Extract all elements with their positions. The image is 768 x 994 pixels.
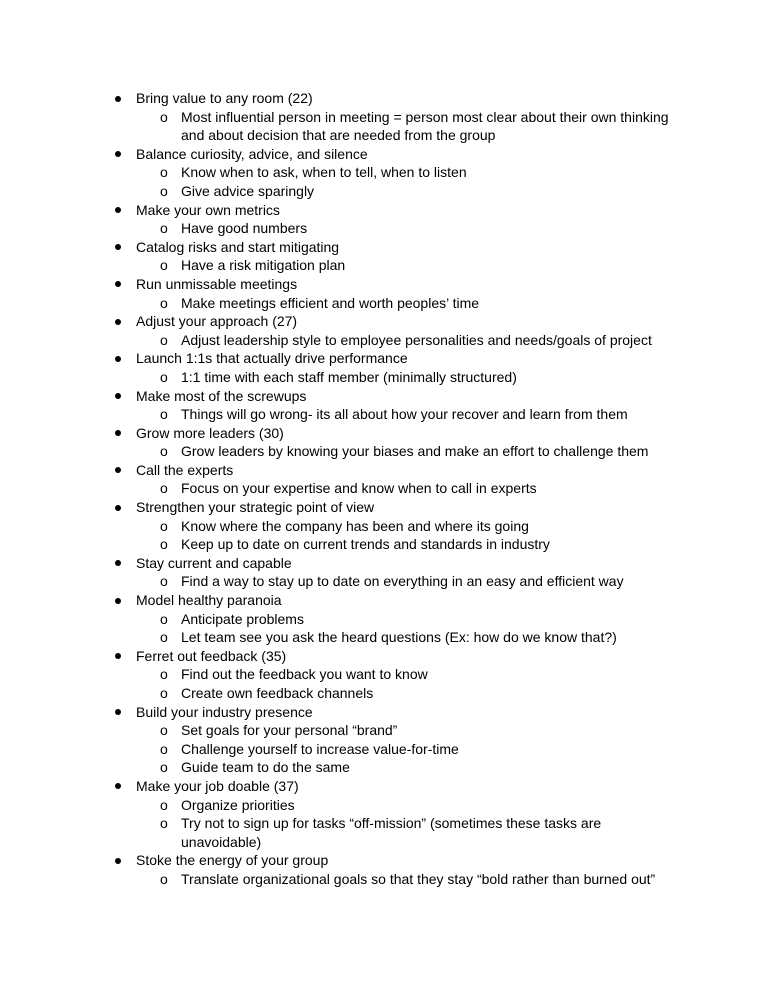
circle-bullet-icon: o (160, 108, 168, 125)
bullet-icon (115, 430, 121, 436)
list-item (0, 461, 676, 480)
circle-bullet-icon: o (160, 796, 168, 813)
circle-bullet-icon: o (160, 685, 168, 701)
list-item-text: Bring value to any room (22) (136, 90, 313, 106)
sub-list-item (0, 796, 681, 815)
circle-bullet-icon: o (160, 610, 168, 627)
circle-bullet-icon: o (160, 666, 168, 683)
list-item (0, 424, 676, 443)
sub-list-item (0, 108, 681, 145)
bullet-icon (115, 281, 121, 287)
sub-list-item-text: Organize priorities (181, 796, 295, 813)
bullet-icon (115, 560, 121, 566)
circle-bullet-icon: o (160, 573, 168, 590)
circle-bullet-icon: o (160, 722, 168, 739)
list-item-text: Make most of the screwups (136, 387, 307, 404)
sub-list-item-text: Know where the company has been and where its going (181, 517, 529, 534)
sub-list-item-text: Make meetings efficient and worth peoples’ time (181, 294, 480, 311)
sub-list-item-text: Try not to sign up for tasks “off-mission” (sometimes these tasks are unavoidable) (181, 815, 602, 850)
bullet-icon (115, 653, 121, 659)
sub-list-item-text: Find out the feedback you want to know (181, 666, 428, 683)
list-item-text: Catalog risks and start mitigating (136, 238, 340, 255)
circle-bullet-icon: o (160, 406, 168, 423)
circle-bullet-icon: o (160, 331, 168, 348)
bullet-icon (115, 96, 121, 102)
sub-list-item (0, 535, 681, 554)
circle-bullet-icon: o (160, 536, 168, 553)
sub-list-item (0, 219, 681, 238)
sub-list-item (0, 610, 681, 629)
sub-list-item (0, 684, 681, 703)
sub-list-item (0, 405, 681, 424)
sub-list-item (0, 368, 681, 387)
sub-list-item (0, 182, 681, 201)
list-item (0, 647, 676, 666)
list-item (0, 703, 676, 722)
bullet-icon (115, 393, 121, 399)
sub-list-item-text: Create own feedback channels (181, 685, 374, 701)
bullet-icon (115, 319, 121, 325)
list-item (0, 591, 676, 610)
list-item-text: Make your own metrics (136, 201, 280, 218)
sub-list-item-text: Focus on your expertise and know when to call in experts (181, 480, 537, 497)
circle-bullet-icon: o (160, 517, 168, 534)
sub-list-item-text: Anticipate problems (181, 610, 304, 627)
circle-bullet-icon: o (160, 870, 168, 887)
circle-bullet-icon: o (160, 257, 168, 274)
bullet-icon (115, 858, 121, 864)
sub-list-item-text: Know when to ask, when to tell, when to listen (181, 164, 467, 181)
list-item (0, 312, 676, 331)
bullet-icon (115, 356, 121, 362)
circle-bullet-icon: o (160, 480, 168, 497)
sub-list-item (0, 517, 681, 536)
sub-list-item (0, 442, 681, 461)
circle-bullet-icon: o (160, 443, 168, 460)
bullet-icon (115, 244, 121, 250)
sub-list-item-text: Things will go wrong- its all about how your recover and learn from them (181, 406, 628, 423)
list-item-text: Adjust your approach (27) (136, 313, 298, 330)
list-item (0, 89, 676, 108)
sub-list-item (0, 479, 681, 498)
sub-list-item-text: Have a risk mitigation plan (181, 257, 346, 274)
sub-list-item-text: Let team see you ask the heard questions (Ex: how do we know that?) (181, 629, 617, 646)
list-item-text: Stoke the energy of your group (136, 852, 329, 869)
sub-list-item-text: Most influential person in meeting = person most clear about their own thinking and about decision that are needed from the group (181, 108, 669, 144)
circle-bullet-icon: o (160, 164, 168, 181)
bullet-icon (115, 467, 121, 473)
list-item-text: Build your industry presence (136, 703, 313, 720)
sub-list-item-text: Set goals for your personal “brand” (181, 722, 398, 739)
circle-bullet-icon: o (160, 759, 168, 776)
circle-bullet-icon: o (160, 182, 168, 199)
sub-list-item (0, 628, 681, 647)
sub-list-item-text: 1:1 time with each staff member (minimally structured) (181, 368, 517, 385)
sub-list-item (0, 870, 681, 889)
sub-list-item (0, 256, 681, 275)
sub-list-item-text: Translate organizational goals so that they stay “bold rather than burned out” (181, 870, 656, 887)
list-item (0, 777, 676, 796)
sub-list-item (0, 294, 681, 313)
sub-list-item (0, 758, 681, 777)
list-item-text: Ferret out feedback (35) (136, 647, 287, 664)
list-item (0, 275, 676, 294)
bullet-icon (115, 598, 121, 604)
sub-list-item-text: Grow leaders by knowing your biases and make an effort to challenge them (181, 443, 649, 460)
sub-list-item-text: Give advice sparingly (181, 182, 315, 199)
bullet-list (0, 89, 768, 889)
bullet-icon (115, 151, 121, 157)
list-item (0, 201, 676, 220)
sub-list-item-text: Adjust leadership style to employee personalities and needs/goals of project (181, 331, 652, 348)
sub-list-item (0, 740, 681, 759)
bullet-icon (115, 709, 121, 715)
list-item-text: Make your job doable (37) (136, 777, 299, 794)
circle-bullet-icon: o (160, 294, 168, 311)
sub-list-item (0, 331, 681, 350)
sub-list-item (0, 665, 681, 684)
circle-bullet-icon: o (160, 740, 168, 757)
circle-bullet-icon: o (160, 629, 168, 646)
sub-list-item-text: Challenge yourself to increase value-for-time (181, 740, 459, 757)
sub-list-item (0, 814, 681, 851)
bullet-icon (115, 783, 121, 789)
list-item-text: Strengthen your strategic point of view (136, 499, 375, 516)
sub-list-item-text: Guide team to do the same (181, 759, 350, 776)
list-item (0, 349, 676, 368)
list-item-text: Call the experts (136, 461, 234, 478)
circle-bullet-icon: o (160, 815, 168, 832)
sub-list-item-text: Keep up to date on current trends and standards in industry (181, 536, 550, 553)
list-item (0, 851, 676, 870)
sub-list-item-text: Find a way to stay up to date on everything in an easy and efficient way (181, 573, 624, 590)
list-item (0, 498, 676, 517)
list-item-text: Launch 1:1s that actually drive performance (136, 350, 408, 367)
bullet-icon (115, 207, 121, 213)
list-item-text: Model healthy paranoia (136, 592, 282, 609)
list-item (0, 238, 676, 257)
circle-bullet-icon: o (160, 220, 168, 237)
list-item-text: Grow more leaders (30) (136, 424, 284, 441)
sub-list-item (0, 721, 681, 740)
list-item-text: Stay current and capable (136, 554, 292, 571)
list-item (0, 387, 676, 406)
list-item-text: Run unmissable meetings (136, 275, 298, 292)
sub-list-item (0, 163, 681, 182)
sub-list-item (0, 572, 681, 591)
document-page (0, 89, 768, 889)
sub-list-item-text: Have good numbers (181, 220, 308, 237)
bullet-icon (115, 505, 121, 511)
circle-bullet-icon: o (160, 368, 168, 385)
list-item (0, 145, 676, 164)
list-item (0, 554, 676, 573)
list-item-text: Balance curiosity, advice, and silence (136, 145, 368, 162)
